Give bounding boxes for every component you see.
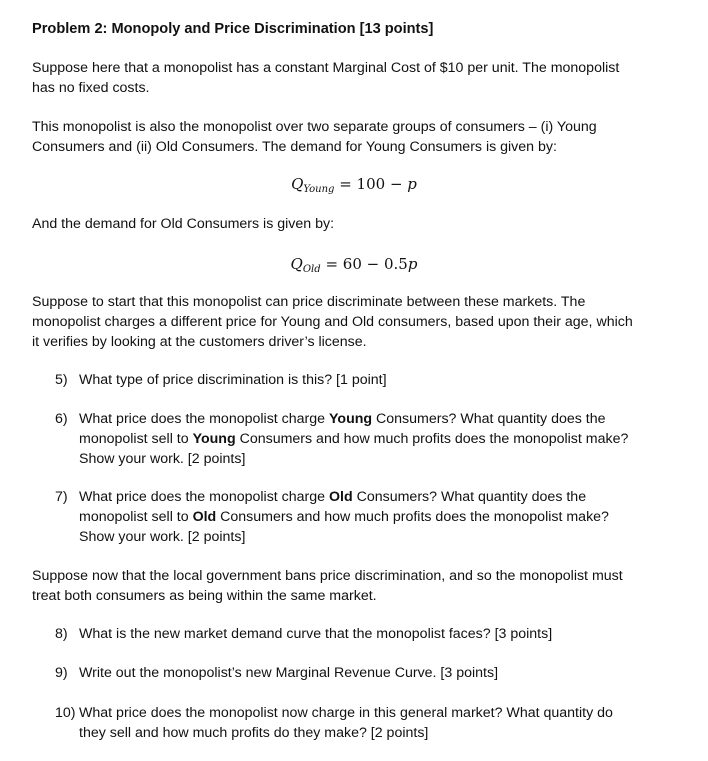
problem-title: Problem 2: Monopoly and Price Discrimination [13 points]: [32, 21, 434, 37]
discrimination-paragraph: [32, 292, 672, 352]
question-7-line-2: [79, 507, 655, 527]
question-6-emphasis-young-1: Young: [329, 411, 373, 427]
old-eq-var: p: [407, 255, 418, 273]
question-7-line-1-c: Consumers? What quantity does the: [352, 489, 587, 505]
question-5-text: What type of price discrimination is this? [1 point]: [79, 372, 387, 388]
question-9: [55, 663, 655, 683]
question-7-emphasis-old-2: Old: [192, 509, 217, 525]
question-10: [55, 703, 655, 743]
ban-line-1: Suppose now that the local government bans price discrimination, and so the monopolist must: [32, 568, 623, 584]
question-7-line-3: Show your work. [2 points]: [79, 529, 246, 545]
young-demand-equation: [0, 174, 708, 194]
question-6-line-2-a: monopolist sell to: [79, 431, 193, 447]
question-6-line-1-c: Consumers? What quantity does the: [372, 411, 606, 427]
young-eq-subscript: Young: [303, 184, 335, 195]
question-5: [55, 370, 655, 390]
question-7: [55, 487, 655, 547]
question-8-number: 8): [55, 626, 68, 642]
intro-line-2: has no fixed costs.: [32, 80, 150, 96]
question-7-number: 7): [55, 489, 68, 505]
question-10-line-1: What price does the monopolist now charge in this general market? What quantity do: [79, 705, 613, 721]
question-8-text: What is the new market demand curve that the monopolist faces? [3 points]: [79, 626, 553, 642]
discrimination-line-2: monopolist charges a different price for Young and Old consumers, based upon their age, which: [32, 314, 633, 330]
ban-paragraph: [32, 566, 672, 606]
old-eq-subscript: Old: [302, 264, 321, 275]
old-demand-equation: [0, 254, 708, 274]
intro-line-1: Suppose here that a monopolist has a constant Marginal Cost of $10 per unit. The monopolist: [32, 60, 620, 76]
question-7-emphasis-old-1: Old: [329, 489, 353, 505]
question-6-emphasis-young-2: Young: [192, 431, 236, 447]
groups-line-2: Consumers and (ii) Old Consumers. The demand for Young Consumers is given by:: [32, 139, 557, 155]
intro-paragraph: [32, 58, 672, 98]
old-intro-paragraph: [32, 214, 672, 234]
young-eq-rhs: = 100 −: [334, 175, 408, 193]
question-10-line-2: they sell and how much profits do they make? [2 points]: [79, 725, 429, 741]
groups-line-1: This monopolist is also the monopolist over two separate groups of consumers – (i) Young: [32, 119, 597, 135]
ban-line-2: treat both consumers as being within the same market.: [32, 588, 377, 604]
question-7-line-1-a: What price does the monopolist charge: [79, 489, 329, 505]
old-eq-rhs: = 60 − 0.5: [320, 255, 408, 273]
young-eq-lhs: Q: [291, 175, 304, 193]
question-6-line-1: [79, 409, 655, 429]
question-6-line-2-c: Consumers and how much profits does the monopolist make?: [235, 431, 629, 447]
old-intro-line: And the demand for Old Consumers is given by:: [32, 216, 335, 232]
question-9-text: Write out the monopolist’s new Marginal Revenue Curve. [3 points]: [79, 665, 499, 681]
question-5-number: 5): [55, 372, 68, 388]
young-eq-var: p: [407, 175, 417, 193]
old-eq-lhs: Q: [290, 255, 303, 273]
question-10-number: 10): [55, 705, 76, 721]
question-6-line-2: [79, 429, 655, 449]
discrimination-line-3: it verifies by looking at the customers driver’s license.: [32, 334, 367, 350]
question-7-line-2-a: monopolist sell to: [79, 509, 193, 525]
groups-paragraph: [32, 117, 672, 157]
question-7-line-2-c: Consumers and how much profits does the monopolist make?: [216, 509, 609, 525]
discrimination-line-1: Suppose to start that this monopolist can price discriminate between these markets. The: [32, 294, 586, 310]
question-6-number: 6): [55, 411, 68, 427]
question-6: [55, 409, 655, 469]
question-9-number: 9): [55, 665, 68, 681]
question-6-line-3: Show your work. [2 points]: [79, 451, 246, 467]
question-6-line-1-a: What price does the monopolist charge: [79, 411, 329, 427]
question-7-line-1: [79, 487, 655, 507]
question-8: [55, 624, 655, 644]
